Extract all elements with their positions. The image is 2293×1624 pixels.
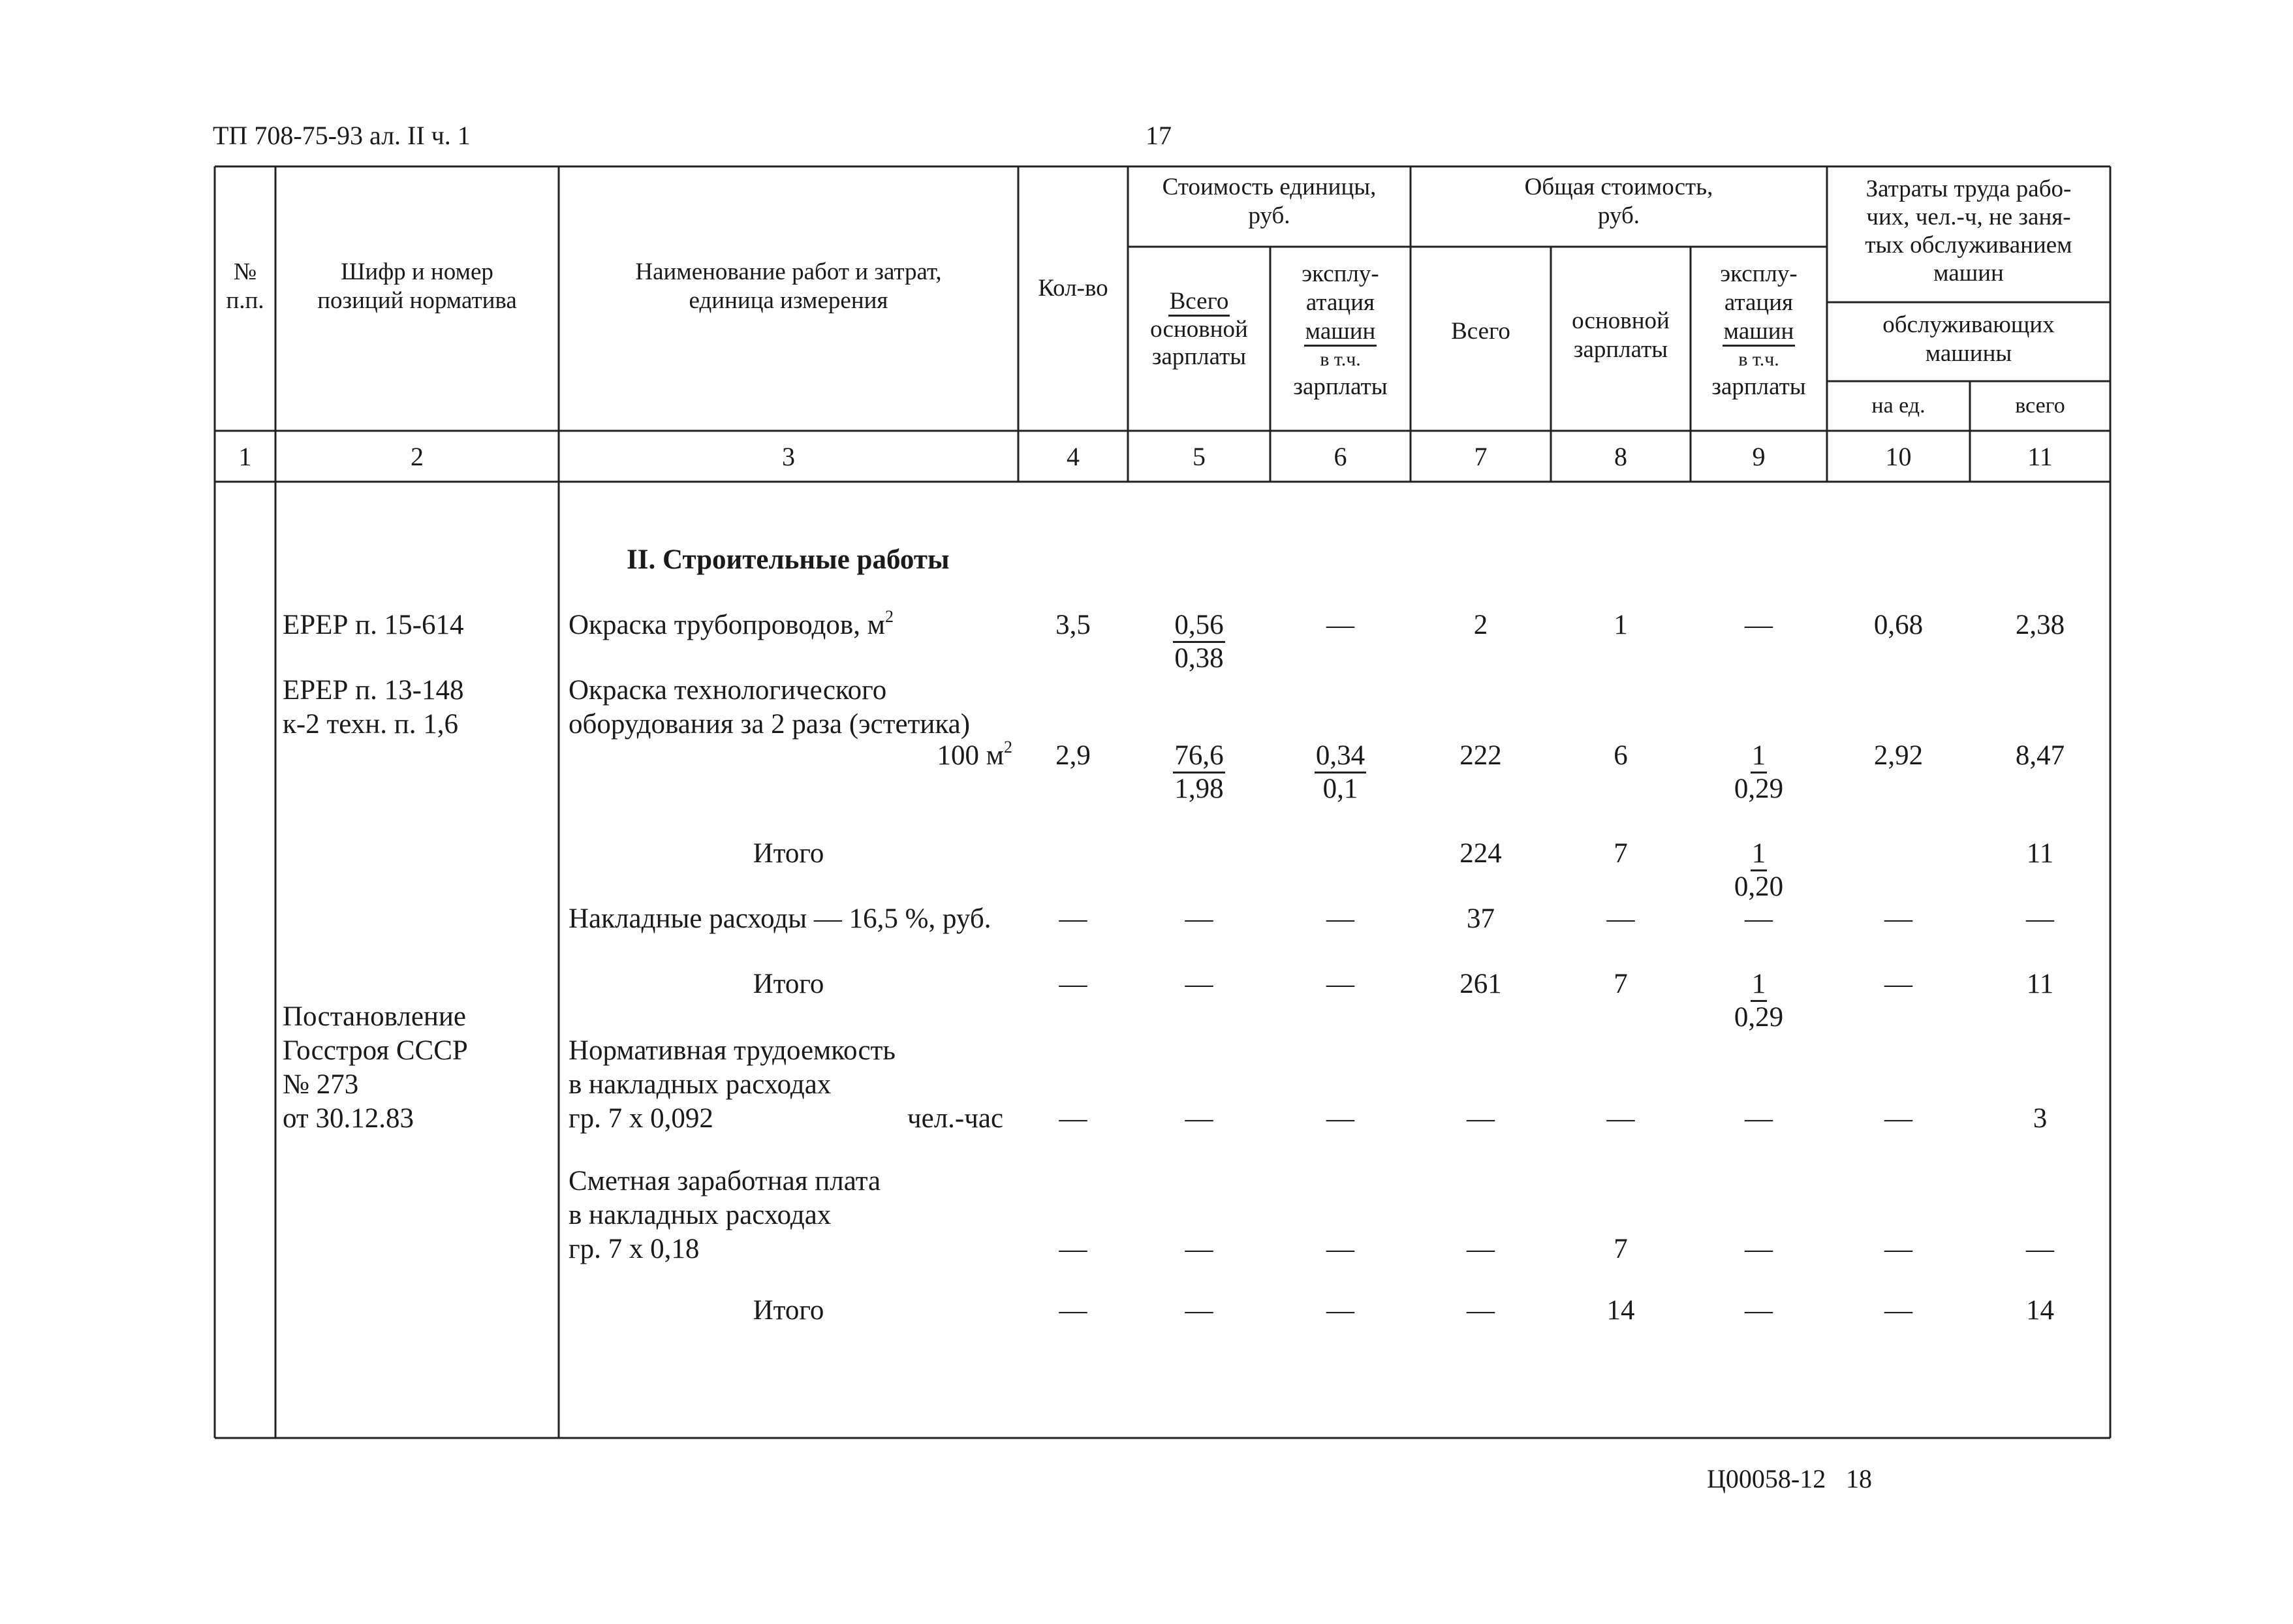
row6-name: Нормативная трудоемкость в накладных расходах гр. 7 х 0,092 [569,1035,896,1134]
column-number: 10 [1885,442,1912,471]
header-col-name: Наименование работ и затрат, единица измерения [635,258,942,314]
row4-base-salary: — [1606,903,1635,934]
row1-name: Окраска трубопроводов, $м^2$ [569,607,894,640]
header-col-qty: Кол-во [1038,275,1108,302]
row3-total: 224 [1459,838,1502,869]
row8-total-label: Итого [753,1295,824,1326]
column-number: 6 [1334,442,1347,471]
row8-unit-machines: — [1326,1295,1354,1326]
row6-code: Постановление Госстроя СССР № 273 от 30.12.83 [283,1001,468,1134]
header-labor-machines: обслуживающих машины [1882,311,2055,367]
row4-name: Накладные расходы — 16,5 %, руб. [569,903,991,934]
row6-base-salary: — [1606,1103,1635,1134]
column-number: 2 [411,442,424,471]
row2-base-salary: 6 [1614,740,1628,771]
row7-labor-all: — [2026,1234,2054,1264]
row5-subtotal-label: Итого [753,969,824,999]
row1-qty: 3,5 [1055,610,1091,640]
row5-labor-all: 11 [2026,969,2054,999]
row2-unit-machines: $\frac{0,34}{0,1}$ [1315,740,1365,804]
row8-base-salary: 14 [1606,1295,1635,1326]
row6-labor-per-unit: — [1884,1103,1912,1134]
row7-name: Сметная заработная плата в накладных расходах гр. 7 х 0,18 [569,1166,881,1264]
row6-total-machines: — [1745,1103,1773,1134]
row8-total-machines: — [1745,1295,1773,1326]
row4-labor-all: — [2026,903,2054,934]
column-number: 1 [238,442,252,471]
row7-unit-cost: — [1185,1234,1213,1264]
row5-labor-per-unit: — [1884,969,1912,999]
header-col-number: № п.п. [226,258,264,314]
row5-base-salary: 7 [1614,969,1628,999]
row1-unit-cost: $\frac{0,56}{0,38}$ [1174,610,1224,674]
row2-unit-cost: $\frac{76,6}{1,98}$ [1174,740,1224,804]
row6-unit-machines: — [1326,1103,1354,1134]
row3-subtotal-label: Итого [753,838,824,869]
row1-labor-per-unit: 0,68 [1873,610,1924,640]
row2-qty: 2,9 [1055,740,1091,771]
row8-labor-all: 14 [2026,1295,2054,1326]
row4-unit-cost: — [1185,903,1213,934]
row5-unit-machines: — [1326,969,1354,999]
header-labor: Затраты труда рабо- чих, чел.-ч, не заня- тых обслуживанием машин [1865,176,2072,287]
row1-labor-all: 2,38 [2015,610,2065,640]
row3-total-machines: $\frac{1}{0,20}$ [1734,838,1784,902]
header-per-unit: на ед. [1871,394,1926,418]
row7-unit-machines: — [1326,1234,1354,1264]
row6-unit: чел.-час [907,1103,1004,1134]
row1-total-machines: — [1745,610,1773,640]
row7-labor-per-unit: — [1884,1234,1912,1264]
column-number: 3 [782,442,795,471]
row4-labor-per-unit: — [1884,903,1912,934]
row7-base-salary: 7 [1614,1234,1628,1264]
row2-labor-all: 8,47 [2015,740,2065,771]
row8-unit-cost: — [1185,1295,1213,1326]
page-number: 17 [1146,121,1172,150]
row5-total-machines: $\frac{1}{0,29}$ [1734,969,1784,1033]
row2-unit: 100 $м^2$ [937,738,1012,771]
row7-total-machines: — [1745,1234,1773,1264]
header-total-cost: Общая стоимость, руб. [1524,174,1713,229]
row4-total-machines: — [1745,903,1773,934]
column-number: 5 [1193,442,1206,471]
row4-unit-machines: — [1326,903,1354,934]
header-total-machines: эксплу- атация машин в т.ч. зарплаты [1711,260,1806,400]
row6-labor-all: 3 [2033,1103,2048,1134]
row4-qty: — [1059,903,1087,934]
footer-page-number: 18 [1846,1464,1872,1493]
header-unit-total: Всего основной зарплаты [1150,288,1248,370]
row2-total-machines: $\frac{1}{0,29}$ [1734,740,1784,804]
row2-name: Окраска технологического оборудования за 2 раза (эстетика) [569,675,971,740]
header-total-all: Всего [1451,318,1510,345]
header-unit-machines: эксплу- атация машин в т.ч. зарплаты [1293,260,1388,400]
column-number: 8 [1614,442,1627,471]
row1-base-salary: 1 [1614,610,1628,640]
header-unit-cost: Стоимость единицы, руб. [1162,174,1377,229]
header-col-code: Шифр и номер позиций норматива [317,258,517,314]
column-number: 9 [1752,442,1766,471]
row2-total: 222 [1459,740,1502,771]
footer-code: Ц00058-12 [1707,1464,1826,1493]
row1-total: 2 [1473,610,1488,640]
row2-labor-per-unit: 2,92 [1873,740,1924,771]
row2-code: ЕРЕР п. 13-148 к-2 техн. п. 1,6 [283,675,464,740]
column-number: 7 [1474,442,1488,471]
row6-unit-cost: — [1185,1103,1213,1134]
row4-total: 37 [1467,903,1495,934]
section-title: II. Строительные работы [627,544,950,575]
column-number: 11 [2027,442,2053,471]
row3-labor-all: 11 [2026,838,2054,869]
row7-total: — [1467,1234,1495,1264]
row6-total: — [1467,1103,1495,1134]
header-total-base: основной зарплаты [1572,307,1670,363]
row8-qty: — [1059,1295,1087,1326]
row5-total: 261 [1459,969,1502,999]
row6-qty: — [1059,1103,1087,1134]
row8-labor-per-unit: — [1884,1295,1912,1326]
header-all: всего [2015,394,2065,418]
row3-base-salary: 7 [1614,838,1628,869]
row7-qty: — [1059,1234,1087,1264]
row1-code: ЕРЕР п. 15-614 [283,610,464,640]
row1-unit-machines: — [1326,610,1354,640]
row8-total: — [1467,1295,1495,1326]
row5-qty: — [1059,969,1087,999]
row5-unit-cost: — [1185,969,1213,999]
column-number: 4 [1067,442,1080,471]
document-code: ТП 708-75-93 ал. II ч. 1 [213,121,471,150]
